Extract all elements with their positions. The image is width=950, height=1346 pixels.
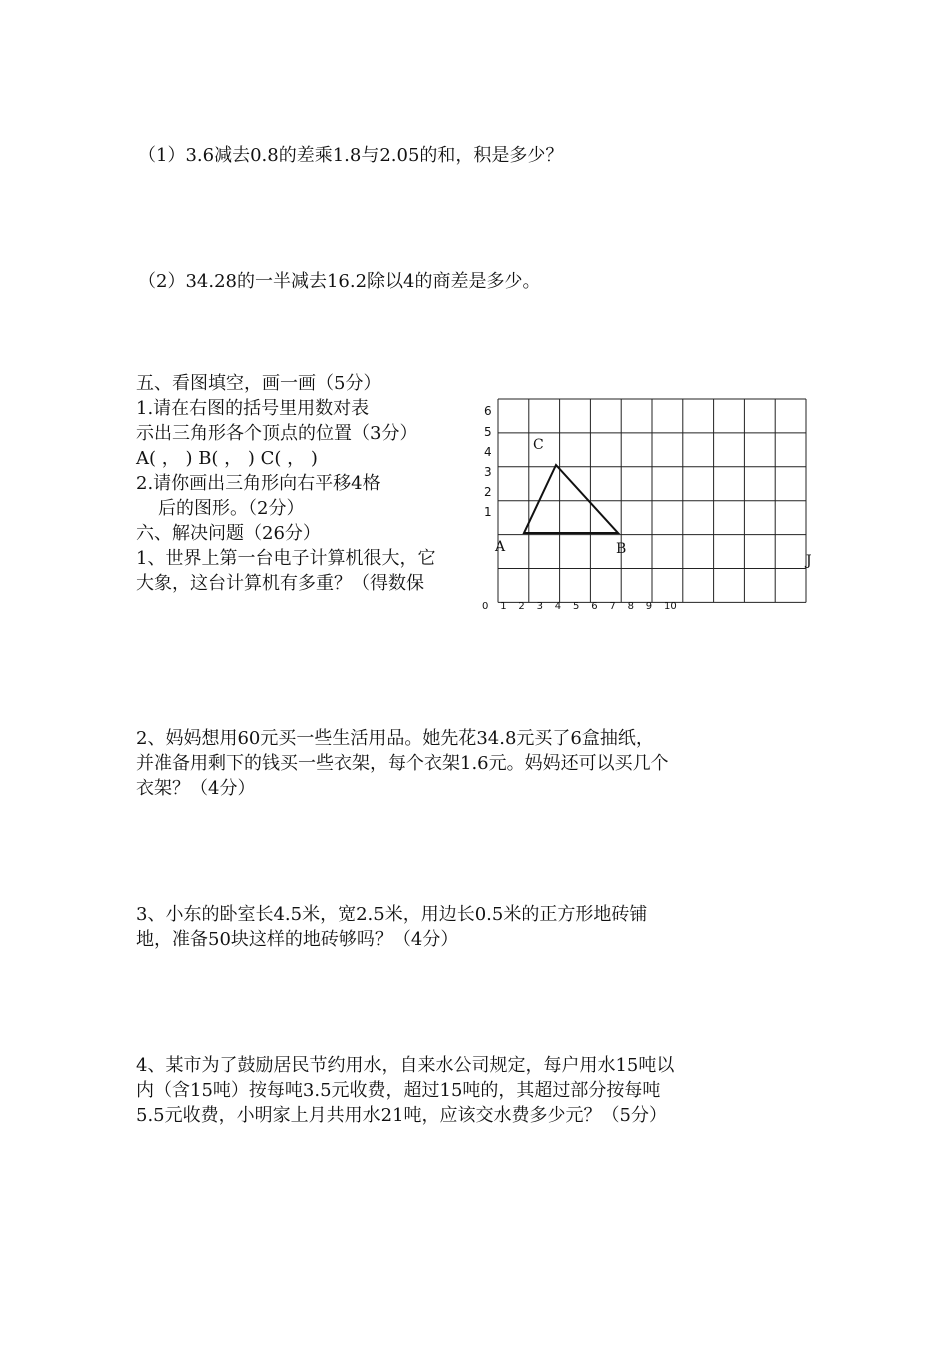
problem-1-line-2: 大象，这台计算机有多重？（得数保 [136, 573, 424, 594]
problem-2-line-3: 衣架？（4分） [136, 778, 256, 799]
section-5-item-2-line-1: 2.请你画出三角形向右平移4格 [136, 473, 381, 494]
grid-lines [498, 399, 806, 602]
y-tick-labels [484, 404, 492, 519]
problem-4-line-1: 4、某市为了鼓励居民节约用水，自来水公司规定，每户用水15吨以 [136, 1055, 675, 1076]
x-tick-label: 0 [482, 601, 489, 612]
problem-2-line-2: 并准备用剩下的钱买一些衣架，每个衣架1.6元。妈妈还可以买几个 [136, 753, 669, 774]
question-2: （2）34.28的一半减去16.2除以4的商差是多少。 [138, 271, 541, 292]
triangle-abc [524, 465, 618, 533]
y-tick-label: 3 [484, 465, 492, 479]
y-tick-label: 4 [484, 445, 492, 459]
y-tick-label: 1 [484, 505, 492, 519]
point-c-label: C [533, 437, 544, 453]
x-tick-label: 9 [645, 601, 653, 612]
problem-1-line-1: 1、世界上第一台电子计算机很大，它 [136, 548, 436, 569]
edge-mark: J [806, 553, 812, 569]
problem-3-line-1: 3、小东的卧室长4.5米，宽2.5米，用边长0.5米的正方形地砖铺 [136, 904, 648, 925]
y-tick-label: 5 [484, 425, 492, 439]
point-b-label: B [616, 541, 627, 557]
section-6-title: 六、解决问题（26分） [136, 523, 321, 544]
x-tick-label: 5 [573, 601, 580, 612]
section-5-item-1-line-2: 示出三角形各个顶点的位置（3分） [136, 423, 418, 444]
x-tick-label: 7 [609, 601, 616, 612]
coordinate-grid [470, 395, 830, 617]
x-tick-label: 4 [554, 601, 562, 612]
section-5-item-1-line-1: 1.请在右图的括号里用数对表 [136, 398, 370, 419]
y-tick-label: 6 [484, 404, 492, 418]
x-tick-label: 3 [536, 601, 543, 612]
problem-4-line-3: 5.5元收费，小明家上月共用水21吨，应该交水费多少元？（5分） [136, 1105, 667, 1126]
problem-2-line-1: 2、妈妈想用60元买一些生活用品。她先花34.8元买了6盒抽纸， [136, 728, 654, 749]
x-tick-label: 1 [500, 601, 507, 612]
section-5-title: 五、看图填空，画一画（5分） [136, 373, 382, 394]
problem-4-line-2: 内（含15吨）按每吨3.5元收费，超过15吨的，其超过部分按每吨 [136, 1080, 661, 1101]
question-1: （1）3.6减去0.8的差乘1.8与2.05的和，积是多少？ [138, 145, 564, 166]
x-tick-label: 10 [664, 601, 677, 612]
point-a-label: A [495, 539, 506, 555]
coordinate-blanks: A( ， ) B( ， ) C( ， ) [136, 448, 318, 469]
x-tick-label: 8 [627, 601, 634, 612]
y-tick-label: 2 [484, 485, 492, 499]
x-tick-label: 6 [591, 601, 598, 612]
section-5-item-2-line-2: 后的图形。（2分） [158, 498, 305, 519]
problem-3-line-2: 地，准备50块这样的地砖够吗？（4分） [136, 929, 459, 950]
x-tick-label: 2 [518, 601, 525, 612]
